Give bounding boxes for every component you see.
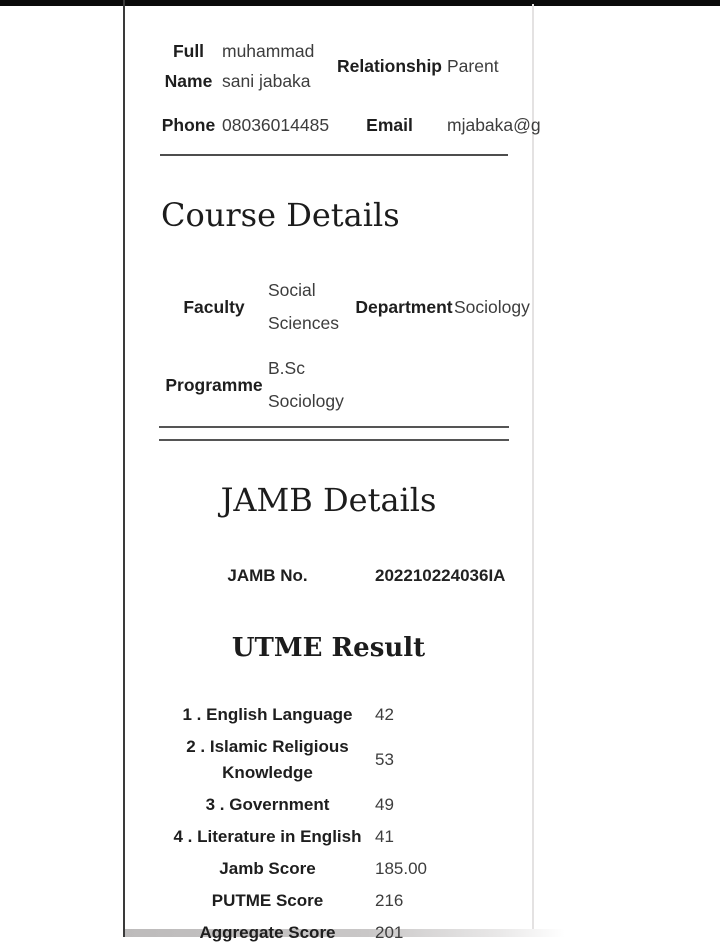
full-name-label: Full Name	[164, 41, 213, 91]
utme-result-list	[125, 699, 532, 949]
document-scroll-area[interactable]	[125, 6, 541, 942]
subject-score: 42	[375, 705, 394, 724]
programme-label: Programme	[165, 374, 263, 395]
result-row	[125, 917, 532, 949]
subject-label: 4 . Literature in English	[173, 827, 362, 846]
result-row	[125, 853, 532, 885]
relationship-label: Relationship	[336, 56, 442, 76]
subject-label: 3 . Government	[205, 795, 330, 814]
aggregate-score-label: Aggregate Score	[199, 923, 336, 942]
putme-score-value: 216	[375, 891, 404, 910]
section-divider	[160, 154, 508, 156]
faculty-value: Social Sciences	[268, 280, 340, 333]
result-row	[125, 821, 532, 853]
faculty-label: Faculty	[183, 296, 245, 317]
utme-result-title: UTME Result	[231, 633, 426, 663]
jamb-score-value: 185.00	[375, 859, 427, 878]
aggregate-score-value: 201	[375, 923, 404, 942]
result-row	[125, 789, 532, 821]
jamb-details-title: JAMB Details	[220, 481, 437, 519]
programme-value: B.Sc Sociology	[268, 358, 344, 411]
subject-score: 49	[375, 795, 394, 814]
course-details-grid	[125, 274, 532, 418]
email-value: mjabaka@g	[447, 115, 541, 135]
subject-label: 1 . English Language	[182, 705, 353, 724]
jamb-score-label: Jamb Score	[219, 859, 316, 878]
phone-value: 08036014485	[222, 115, 330, 135]
jamb-no-label: JAMB No.	[227, 566, 308, 585]
jamb-no-row	[125, 563, 532, 589]
contact-details-grid	[125, 36, 541, 140]
course-details-title: Course Details	[161, 196, 400, 234]
department-label: Department	[355, 296, 453, 317]
result-row	[125, 731, 532, 789]
result-row	[125, 699, 532, 731]
subject-label: 2 . Islamic Religious Knowledge	[186, 737, 349, 782]
putme-score-label: PUTME Score	[211, 891, 324, 910]
result-row	[125, 885, 532, 917]
email-label: Email	[366, 115, 413, 135]
full-name-value: muhammad sani jabaka	[222, 41, 315, 91]
subject-score: 53	[375, 750, 394, 769]
double-section-divider	[159, 426, 509, 441]
subject-score: 41	[375, 827, 394, 846]
relationship-value: Parent	[447, 56, 499, 76]
phone-label: Phone	[161, 115, 216, 135]
department-value: Sociology	[454, 296, 530, 317]
jamb-no-value: 202210224036IA	[375, 566, 506, 585]
page-right-border	[532, 4, 534, 930]
